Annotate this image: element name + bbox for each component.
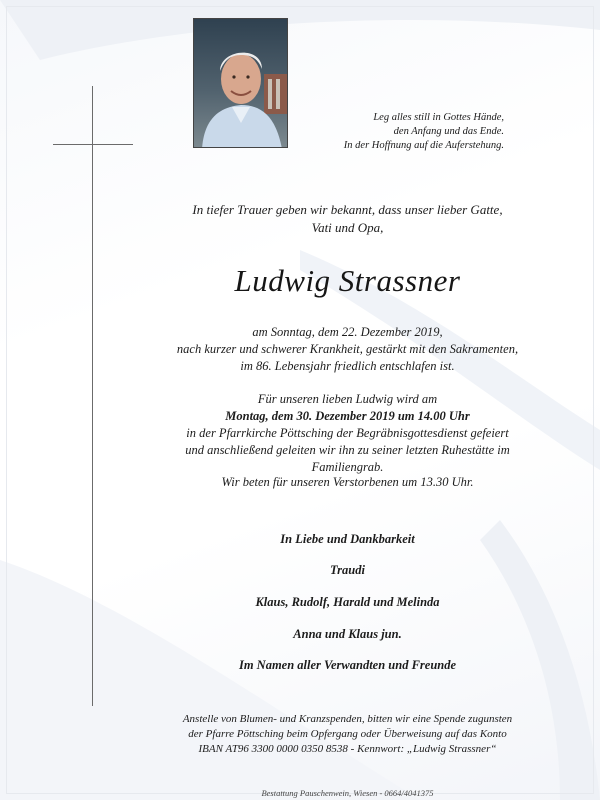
portrait-photo — [193, 18, 288, 148]
funeral-line: und anschließend geleiten wir ihn zu seiner letzten Ruhestätte im — [185, 443, 510, 457]
funeral-line: Für unseren lieben Ludwig wird am — [257, 392, 438, 406]
bible-verse — [344, 111, 504, 153]
intro-line: In tiefer Trauer geben wir bekannt, dass unser lieber Gatte, — [192, 202, 503, 217]
donation-line: Anstelle von Blumen- und Kranzspenden, bitten wir eine Spende zugunsten — [182, 713, 513, 725]
donation-notice — [150, 712, 545, 757]
verse-line: Leg alles still in Gottes Hände, — [373, 112, 504, 123]
death-line: am Sonntag, dem 22. Dezember 2019, — [252, 325, 443, 339]
donation-line: IBAN AT96 3300 0000 0350 8538 - Kennwort: „Ludwig Strassner“ — [198, 743, 497, 755]
cross-horizontal-bar — [53, 144, 133, 145]
verse-line: den Anfang und das Ende. — [393, 126, 504, 137]
deceased-name: Ludwig Strassner — [234, 263, 461, 298]
announcement-intro — [150, 201, 545, 237]
mourner-line: In Liebe und Dankbarkeit — [280, 532, 415, 546]
funeral-details — [150, 391, 545, 476]
mourner-line: Im Namen aller Verwandten und Freunde — [238, 658, 457, 672]
death-line: nach kurzer und schwerer Krankheit, gestärkt mit den Sakramenten, — [176, 342, 519, 356]
death-line: im 86. Lebensjahr friedlich entschlafen ist. — [240, 359, 455, 373]
intro-line: Vati und Opa, — [311, 220, 384, 235]
funeral-line: Familiengrab. — [311, 460, 384, 474]
mourner-line: Anna und Klaus jun. — [293, 627, 402, 641]
cross-vertical-bar — [92, 86, 93, 706]
funeral-line: in der Pfarrkirche Pöttsching der Begräbnisgottesdienst gefeiert — [186, 426, 509, 440]
verse-line: In der Hoffnung auf die Auferstehung. — [343, 140, 504, 151]
rosary-notice: Wir beten für unseren Verstorbenen um 13.30 Uhr. — [221, 475, 474, 489]
funeral-home-footer: Bestattung Pauschenwein, Wiesen - 0664/4041375 — [261, 788, 434, 798]
mourner-line: Klaus, Rudolf, Harald und Melinda — [255, 595, 440, 609]
funeral-date: Montag, dem 30. Dezember 2019 um 14.00 Uhr — [225, 409, 470, 423]
death-notice — [150, 324, 545, 375]
mourner-line: Traudi — [330, 563, 365, 577]
donation-line: der Pfarre Pöttsching beim Opfergang oder Überweisung auf das Konto — [188, 728, 507, 740]
